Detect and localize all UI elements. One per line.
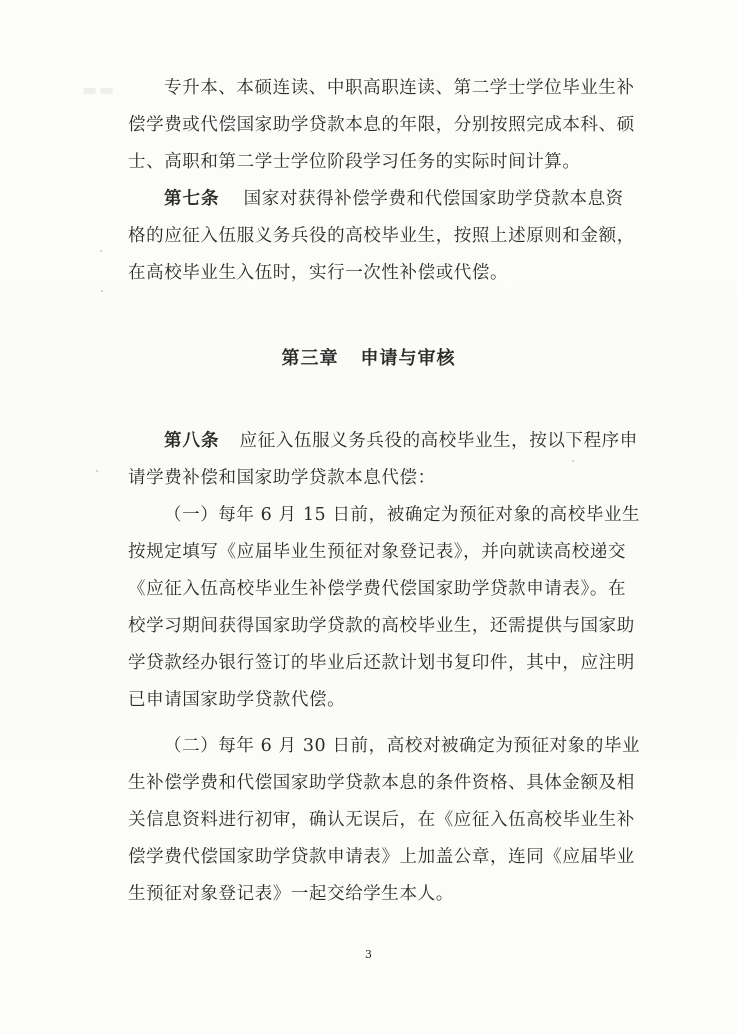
article-7-text: 国家对获得补偿学费和代偿国家助学贷款本息资 bbox=[243, 189, 624, 209]
article-8-first-line bbox=[128, 423, 648, 460]
text-line: 校学习期间获得国家助学贷款的高校毕业生，还需提供与国家助 bbox=[128, 616, 635, 636]
article-7-first-line bbox=[128, 181, 648, 218]
article-7-title: 第七条 bbox=[164, 189, 220, 209]
article-8-title: 第八条 bbox=[164, 431, 220, 451]
text-line: 格的应征入伍服义务兵役的高校毕业生，按照上述原则和金额， bbox=[128, 226, 635, 246]
text-line: 关信息资料进行初审，确认无误后，在《应征入伍高校毕业生补 bbox=[128, 810, 635, 830]
text-line: 按规定填写《应届毕业生预征对象登记表》，并向就读高校递交 bbox=[128, 542, 627, 562]
article-7 bbox=[128, 181, 648, 292]
bleed-through-mark: ▬▬ bbox=[82, 80, 117, 99]
text-line: 《应征入伍高校毕业生补偿学费代偿国家助学贷款申请表》。在 bbox=[128, 579, 627, 599]
text-line: 专升本、本硕连读、中职高职连读、第二学士学位毕业生补 bbox=[164, 78, 635, 98]
item-1-first-line: （一）每年 6 月 15 日前，被确定为预征对象的高校毕业生 bbox=[164, 505, 641, 525]
item-1 bbox=[128, 497, 648, 719]
text-line: 请学费补偿和国家助学贷款本息代偿： bbox=[128, 468, 436, 488]
scan-speck bbox=[100, 250, 102, 252]
scan-speck bbox=[101, 290, 103, 292]
text-line: 偿学费代偿国家助学贷款申请表》上加盖公章，连同《应届毕业 bbox=[128, 847, 635, 867]
item-2-first-line: （二）每年 6 月 30 日前，高校对被确定为预征对象的毕业 bbox=[164, 736, 641, 756]
text-line: 士、高职和第二学士学位阶段学习任务的实际时间计算。 bbox=[128, 152, 581, 172]
article-8-text: 应征入伍服义务兵役的高校毕业生，按以下程序申 bbox=[239, 431, 638, 451]
chapter-title: 申请与审核 bbox=[360, 348, 456, 369]
chapter-heading bbox=[0, 344, 737, 370]
text-line: 在高校毕业生入伍时，实行一次性补偿或代偿。 bbox=[128, 263, 509, 283]
chapter-number: 第三章 bbox=[281, 348, 339, 369]
text-line: 偿学费或代偿国家助学贷款本息的年限，分别按照完成本科、硕 bbox=[128, 115, 635, 135]
text-line: 生补偿学费和代偿国家助学贷款本息的条件资格、具体金额及相 bbox=[128, 773, 635, 793]
article-8 bbox=[128, 423, 648, 497]
item-2 bbox=[128, 728, 648, 913]
text-line: 已申请国家助学贷款代偿。 bbox=[128, 690, 346, 710]
text-line: 学贷款经办银行签订的毕业后还款计划书复印件，其中，应注明 bbox=[128, 653, 635, 673]
scan-speck bbox=[96, 470, 98, 472]
text-line: 生预征对象登记表》一起交给学生本人。 bbox=[128, 884, 454, 904]
continuation-paragraph bbox=[128, 70, 648, 181]
page-number: 3 bbox=[365, 948, 372, 961]
